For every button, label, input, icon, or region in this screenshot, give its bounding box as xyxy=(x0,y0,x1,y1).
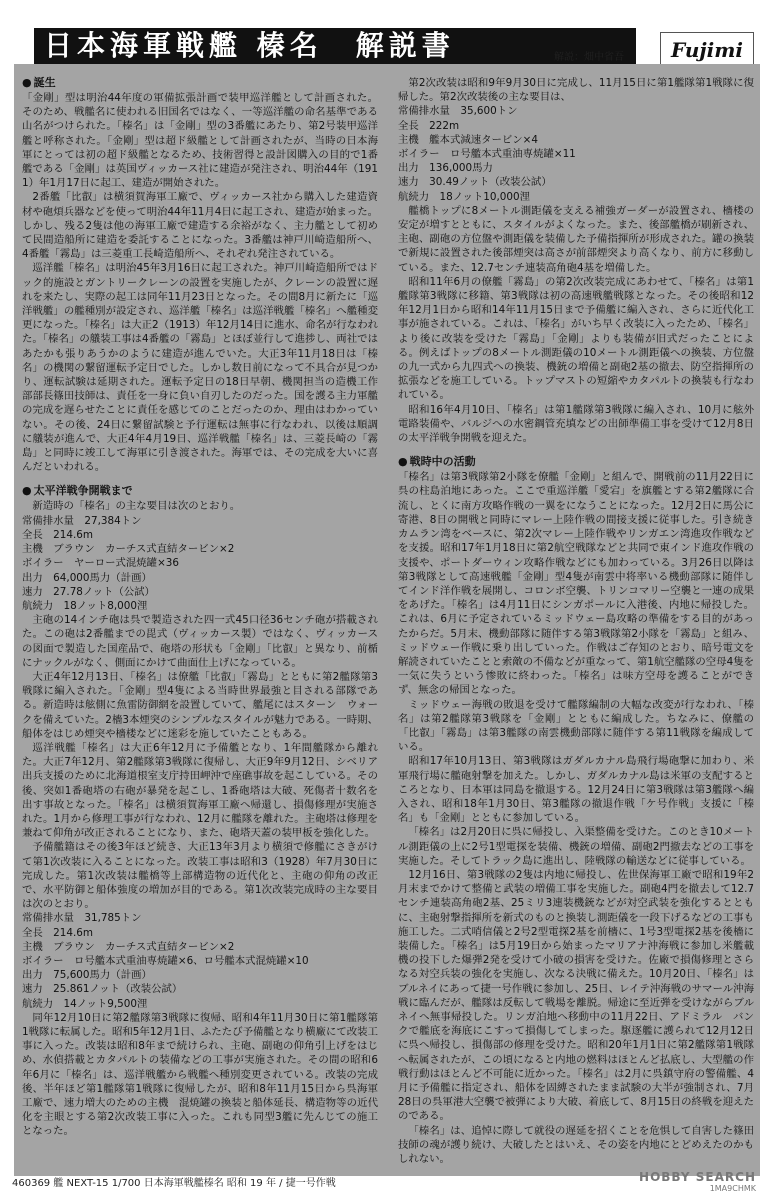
left-column xyxy=(22,76,378,1168)
spec-line: 常備排水量 27,384トン xyxy=(22,514,142,527)
author-credit: 解説：畑中省吾 xyxy=(554,52,624,63)
spec-line: 全長 214.6m xyxy=(22,528,94,541)
paragraph: 巡洋艦「榛名」は明治45年3月16日に起工された。神戸川崎造船所ではドック的施設とガントリークレーンの設置を実施したが、クレーンの設置に遅れを来たし、実際の起工は同年11月23日となった。その間8月に新たに「巡洋戦艦」の艦種別が設定され、巡洋艦「榛名」は巡洋戦艦「榛名」へ艦種変更になった。「榛名」は大正2（1913）年12月14日に進水、命名が行なわれた。「榛名」の艤装工事は4番艦の「霧島」とほぼ並行して進捗し、両社ではあたかも張りあうかのように建造が進んでいた。大正3年11月18日は「榛名」の機関の繋留運転予定日でした。しかし数日前になって不具合が見つかり、運転試験は延期された。運転予定日の18日早朝、機関担当の造機工作部部長篠田技師は、責任を一身に負い自刃したのだった。国を護る主力軍艦の完成を遅らせたことに責任を感じてのことだったのか、理由はわかっていない。その後、24日に繋留試験と予行運転は無事に行なわれ、以後は順調に艤装が進んで、大正4年4月19日、巡洋戦艦「榛名」は、三菱長崎の「霧島」と同時に竣工して海軍に引き渡された。海軍では、その完成を大いに喜んだといわれる。 xyxy=(22,262,378,474)
spec-line: 出力 64,000馬力（計画） xyxy=(22,571,152,584)
spec-line: 出力 75,600馬力（計画） xyxy=(22,969,152,982)
paragraph: 同年12月10日に第2艦隊第3戦隊に復帰、昭和4年11月30日に第1艦隊第1戦隊に転属した。昭和5年12月1日、ふたたび予備艦となり横廠にて改装工事に入った。改装は昭和8年まで続けられ、主砲、副砲の仰角引上げをはじめ、水偵搭載とカタパルトの装備などの工事が実施された。その間の昭和6年6月に「榛名」は、巡洋戦艦から戦艦へ種別変更されている。改装の完成後、半年ほど第1艦隊第1戦隊に復帰したが、昭和8年11月15日から呉海軍工廠で、速力増大のための主機 混焼罐の換装と船体延長、構造物等の近代化を主眼とする第2次改装工事に入った。これも同型3艦に先んじての施工となった。 xyxy=(22,1011,378,1138)
paragraph: 昭和11年6月の僚艦「霧島」の第2次改装完成にあわせて、「榛名」は第1艦隊第3戦隊に移籍、第3戦隊は初の高速戦艦戦隊となった。その後昭和12年12月1日から昭和14年11月15日まで予備艦に編入され、さらに近代化工事が施されている。これは、「榛名」がいち早く改装に入ったため、「榛名」より後に改装を受けた「霧島」「金剛」よりも装備が旧式だったことによる。例えばトップの8メートル測距儀の10メートル測距儀への換装、方位盤の九一式から九四式への換装、機銃の増備と副砲2基の撤去、防空指揮所の拡張などを施工している。トップマストの短縮やカタパルトの換装も行なわれている。 xyxy=(398,275,754,402)
spec-line: 航続力 18ノット10,000浬 xyxy=(398,190,530,203)
paragraph: 12月16日、第3戦隊の2隻は内地に帰投し、佐世保海軍工廠で昭和19年2月末までかけて整備と武装の増備工事を実施した。副砲4門を撤去して12.7センチ連装高角砲2基、25ミリ3連装機銃などが対空武装を強化するとともに、主砲射撃指揮所を新式のものと換装し測距儀を一段下げるなどの工事も施工した。二式哨信儀と2号2型電探2基を前檣に、1号3型電探2基を後檣に装備した。「榛名」は5月19日から始まったマリアナ沖海戦に参加し米艦載機の投下した爆弾2発を受けて小破の損害を受けた。佐廠で損傷修理とさらなる対空兵装の強化を実施し、次なる決戦に備えた。10月20日、「榛名」はブルネイにあって捷一号作戦に参加し、25日、レイテ沖海戦のサマール沖海戦に臨んだが、艦隊は反転して戦場を離脱。帰途に至近弾を受けながらブルネイへ無事帰投した。リンガ泊地へ移動中の11月22日、アドミラル バンクで艦底を海底にこすって損傷してしまった。駆逐艦に護られて12月12日に呉へ帰投し、損傷部の修理を受けた。昭和20年1月1日に第2艦隊第1戦隊へ転属されたが、この頃になると内地の燃料はほとんど払底し、大型艦の作戦行動はほとんど不可能に近かった。「榛名」は2月に呉鎮守府の警備艦、4月に予備艦に指定され、船体を固縛されたまま試験の大半が強制され、7月28日の呉軍港大空襲で被弾により大破、着底して、8月15日の終戦を迎えたのである。 xyxy=(398,868,754,1123)
paragraph: 「榛名」は第3戦隊第2小隊を僚艦「金剛」と組んで、開戦前の11月22日に呉の柱島泊地にあった。ここで重巡洋艦「愛宕」を旗艦とする第2艦隊に合流し、とくに南方攻略作戦の一翼をになうことになった。12月2日に馬公に寄港、8日の開戦と同時にマレー上陸作戦の間接支援に従事した。引き続きカムラン湾をベースに、第2次マレー上陸作戦やリンガエン湾進攻作戦などを支援。昭和17年1月18日に第2航空戦隊などと共同で東インド進攻作戦の支援や、ポートダーウィン攻略作戦などにも加わっている。3月26日以降は第3戦隊として高速戦艦「金剛」型4隻が南雲中将率いる機動部隊に随伴してインド洋作戦を展開し、コロンボ空襲、トリンコマリー空襲と一連の成果をあげた。「榛名」は4月11日にシンガポールに入港後、内地に帰投した。これは、6月に予定されているミッドウェー島攻略の準備をする目的があったからだ。5月末、機動部隊に随伴する第3戦隊第2小隊を「霧島」と組み、ミッドウェー作戦に乗り出していった。作戦はご存知のとおり、暗号電文を解読されていたことと索敵の不備などが重なって、第1航空艦隊の空母4隻を一気に失うという惨敗に終わった。「榛名」は味方空母を護ることができず、無念の帰国となった。 xyxy=(398,471,754,697)
spec-line: 出力 136,000馬力 xyxy=(398,162,493,175)
text-columns xyxy=(22,76,752,1168)
spec-line: 速力 25.861ノット（改装公試） xyxy=(22,983,183,996)
paragraph: 新造時の「榛名」の主な要目は次のとおり。 xyxy=(32,500,241,513)
paragraph: 予備艦籍はその後3年ほど続き、大正13年3月より横須で修艦にさきがけて第1次改装に入ることになった。改装工事は昭和3（1928）年7月30日に完成した。第1次改装は艦橋等上部構造物の近代化と、主砲の仰角の改正で、水平防御と船体強度の増加が目的である。第1次改装完成時の主な要目は次のとおり。 xyxy=(22,841,378,911)
product-caption: 460369 艦 NEXT-15 1/700 日本海軍戦艦榛名 昭和 19 年 / 捷一号作戦 xyxy=(12,1178,336,1189)
spec-line: 常備排水量 35,600トン xyxy=(398,105,518,118)
header xyxy=(14,28,760,68)
spec-line: 航続力 18ノット8,000浬 xyxy=(22,599,148,612)
section-heading: ● 誕生 xyxy=(22,76,56,89)
paragraph: 2番艦「比叡」は横須賀海軍工廠で、ヴィッカース社から購入した建造資材や砲煩兵器などを使って明治44年11月4日に起工され、建造が始まった。しかし、残る2隻は他の海軍工廠で建造する余裕がなく、主力艦として初めて民間造船所に建造を委託することになった。3番艦は神戸川崎造船所へ、4番艦「霧島」は三菱重工長崎造船所へ、それぞれ発注されている。 xyxy=(22,191,378,261)
paragraph: 昭和17年10月13日、第3戦隊はガダルカナル島飛行場砲撃に加わり、米軍飛行場に艦砲射撃を加えた。しかし、ガダルカナル島は米軍の支配するところとなり、日本軍は同島を撤退する。12月24日に第3戦隊は第3艦隊へ編入され、昭和18年1月30日、第3艦隊の撤退作戦「ケ号作戦」支援に「榛名」も「金剛」とともに参加している。 xyxy=(398,755,754,825)
bullet-icon: ● xyxy=(22,484,32,498)
brand-logo: Fujimi xyxy=(660,32,754,68)
watermark xyxy=(639,1170,756,1193)
paragraph: 「金剛」型は明治44年度の軍備拡張計画で装甲巡洋艦として計画された。そのため、戦艦名に使われる旧国名ではなく、一等巡洋艦の命名基準である山名がつけられた。「榛名」は「金剛」型の3番艦にあたり、第2号装甲巡洋艦と呼称された。「金剛」型は超ド級艦として計画されたが、当時の日本海軍にとっては初の超ド級艦となるため、技術習得と設計図購入の目的で1番艦である「金剛」は英国ヴィッカース社に建造が発注され、明治44年（1911）年1月17日に起工、建造が開始された。 xyxy=(22,92,378,190)
spec-line: 主機 ブラウン カーチス式直結タービン×2 xyxy=(22,940,235,953)
bullet-icon: ● xyxy=(398,455,408,469)
paragraph: 艦橋トップに8メートル測距儀を支える補強ガーダーが設置され、檣楼の安定が増すとともに、スタイルがよくなった。また、後部艦橋が刷新され、主砲、副砲の方位盤や測距儀を装備した予備指揮所が形成された。罐の換装で新規に設置された後部煙突は高さが前部煙突より高くなり、前方に移動している。また、12.7センチ連装高角砲4基を増備した。 xyxy=(398,204,754,274)
right-column xyxy=(398,76,754,1168)
spec-line: 主機 艦本式減速タービン×4 xyxy=(398,133,539,146)
watermark-text: HOBBY SEARCH xyxy=(639,1170,756,1184)
paragraph: 昭和16年4月10日、「榛名」は第1艦隊第3戦隊に編入され、10月に舷外電路装備や、バルジへの水密鋼管充填などの出師準備工事を受けて12月8日の太平洋戦争開戦を迎えた。 xyxy=(398,403,754,445)
spec-line: 主機 ブラウン カーチス式直結タービン×2 xyxy=(22,543,235,556)
paragraph: 「榛名」は2月20日に呉に帰投し、入渠整備を受けた。このとき10メートル測距儀の上に2号1型電探を装備、機銃の増備、副砲2門撤去などの工事を実施した。そしてトラック島に進出し、陸戦隊の輸送などに従事している。 xyxy=(398,826,754,867)
paragraph: 大正4年12月13日、「榛名」は僚艦「比叡」「霧島」とともに第2艦隊第3戦隊に編入された。「金剛」型4隻による当時世界最強と目される部隊である。新造時は舷側に魚雷防御網を設置していて、艦尾にはスターン ウォークを備えていた。2檣3本煙突のシンプルなスタイルが魅力である。一時期、船体をはじめ煙突や檣楼などに迷彩を施していたこともある。 xyxy=(22,670,378,740)
bullet-icon: ● xyxy=(22,76,32,89)
section-heading: ● 太平洋戦争開戦まで xyxy=(22,484,133,498)
spec-line: 速力 27.78ノット（公試） xyxy=(22,585,155,598)
paragraph: 巡洋戦艦「榛名」は大正6年12月に予備艦となり、1年間艦隊から離れた。大正7年12月、第2艦隊第3戦隊に復帰し、大正9年9月12日、シベリア出兵支援のために北海道根室支庁持田岬沖で座礁事故を起こしている。その後、突如1番砲塔の右砲が暴発を起こし、1番砲塔は大破、死傷者十数名を出す事故となった。「榛名」は横須賀海軍工廠へ帰還し、損傷修理が実施された。1月から修理工事が行なわれ、12月に艦隊を離れた。主砲塔は修理を兼ねて仰角が改正されることになり、また、砲塔天蓋の装甲板を強化した。 xyxy=(22,741,378,840)
spec-line: 全長 214.6m xyxy=(22,926,94,939)
paragraph: 「榛名」は、追悼に際して就役の遅延を招くことを危惧して自害した篠田技師の魂が護り続け、大破したとはいえ、その姿を内地にとどめえたのかもしれない。 xyxy=(398,1124,754,1166)
spec-line: 常備排水量 31,785トン xyxy=(22,912,142,925)
footer xyxy=(12,1170,762,1200)
watermark-code: 1MA9CHMK xyxy=(709,1184,756,1193)
spec-line: 全長 222m xyxy=(398,119,460,132)
spec-line: 速力 30.49ノット（改装公試） xyxy=(398,176,552,189)
page-title: 日本海軍戦艦 榛名 解説書 xyxy=(34,28,636,64)
spec-line: ボイラー ヤーロー式混焼罐×36 xyxy=(22,557,180,570)
paragraph: 第2次改装は昭和9年9月30日に完成し、11月15日に第1艦隊第1戦隊に復帰した。第2次改装後の主な要目は、 xyxy=(398,77,754,104)
paragraph: 主砲の14インチ砲は呉で製造された四一式45口径36センチ砲が搭載された。この砲は2番艦までの毘式（ヴィッカース製）ではなく、ヴィッカースの図面で製造した国産品で、砲塔の形状も「金剛」「比叡」と異なり、前楯にナックルがなく、側面にかけて曲面仕上げになっている。 xyxy=(22,614,378,669)
spec-line: ボイラー ロ号艦本式重油専焼罐×11 xyxy=(398,148,576,161)
spec-line: ボイラー ロ号艦本式重油専焼罐×6、ロ号艦本式混焼罐×10 xyxy=(22,954,309,967)
paragraph: ミッドウェー海戦の敗退を受けて艦隊編制の大幅な改変が行なわれ、「榛名」は第2艦隊第3戦隊を「金剛」とともに編成した。ちなみに、僚艦の「比叡」「霧島」は第3艦隊の南雲機動部隊に随伴する第11戦隊を編成している。 xyxy=(398,698,754,754)
spec-line: 航続力 14ノット9,500浬 xyxy=(22,997,148,1010)
section-heading: ● 戦時中の活動 xyxy=(398,455,476,469)
